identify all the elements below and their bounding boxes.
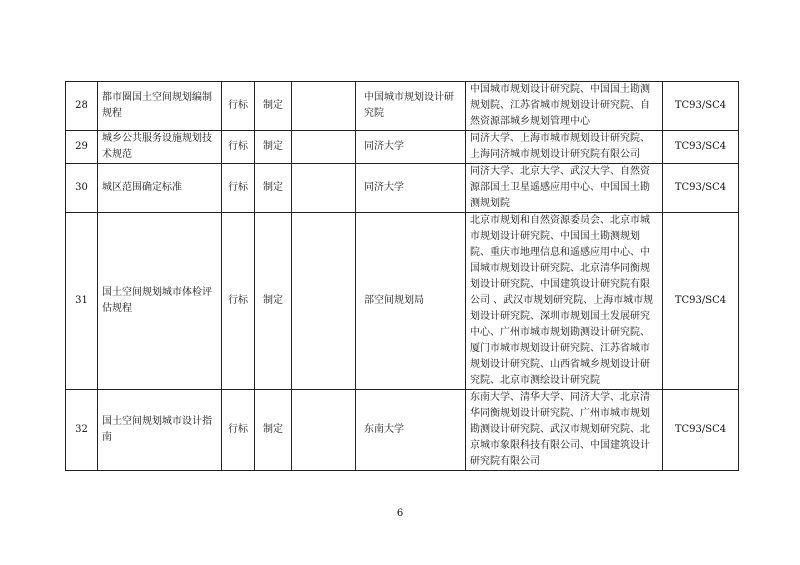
standard-name: 城乡公共服务设施规划技术规范 bbox=[98, 131, 222, 164]
committee-code: TC93/SC4 bbox=[663, 390, 739, 471]
lead-unit: 同济大学 bbox=[356, 131, 466, 164]
participating-units: 东南大学、清华大学、同济大学、北京清华同衡规划设计研究院、广州市城市规划勘测设计研究院、武汉市规划研究院、北京城市象限科技有限公司、中国建筑设计研究院有限公司 bbox=[466, 390, 663, 471]
standard-name: 都市圈国土空间规划编制规程 bbox=[98, 82, 222, 131]
row-number: 28 bbox=[66, 82, 98, 131]
table-row bbox=[66, 390, 739, 471]
standard-level: 行标 bbox=[222, 131, 255, 164]
empty-cell bbox=[292, 164, 356, 213]
lead-unit: 中国城市规划设计研究院 bbox=[356, 82, 466, 131]
row-number: 29 bbox=[66, 131, 98, 164]
page-number: 6 bbox=[396, 508, 404, 519]
committee-code: TC93/SC4 bbox=[663, 82, 739, 131]
committee-code: TC93/SC4 bbox=[663, 131, 739, 164]
lead-unit: 同济大学 bbox=[356, 164, 466, 213]
standard-level: 行标 bbox=[222, 213, 255, 390]
empty-cell bbox=[292, 213, 356, 390]
empty-cell bbox=[292, 82, 356, 131]
participating-units: 北京市规划和自然资源委员会、北京市城市规划设计研究院、中国国土勘测规划院、重庆市地理信息和遥感应用中心、中国城市规划设计研究院、北京清华同衡规划设计研究院、中国建筑设计研究院有限公司 、武汉市规划研究院、上海市城市规划设计研究院、深圳市规划国土发展研究中心、广州市城市规划勘测设计研究院、厦门市城市规划设计研究院、江苏省城市规划设计研究院、山西省城乡规划设计研究院、北京市测绘设计研究院 bbox=[466, 213, 663, 390]
empty-cell bbox=[292, 131, 356, 164]
lead-unit: 部空间规划局 bbox=[356, 213, 466, 390]
table-row bbox=[66, 213, 739, 390]
project-type: 制定 bbox=[255, 131, 292, 164]
row-number: 30 bbox=[66, 164, 98, 213]
table-row bbox=[66, 164, 739, 213]
table-row bbox=[66, 131, 739, 164]
row-number: 32 bbox=[66, 390, 98, 471]
project-type: 制定 bbox=[255, 213, 292, 390]
standard-level: 行标 bbox=[222, 82, 255, 131]
participating-units: 中国城市规划设计研究院、中国国土勘测规划院、江苏省城市规划设计研究院、自然资源部城乡规划管理中心 bbox=[466, 82, 663, 131]
standard-name: 国土空间规划城市设计指南 bbox=[98, 390, 222, 471]
standard-name: 国土空间规划城市体检评估规程 bbox=[98, 213, 222, 390]
lead-unit: 东南大学 bbox=[356, 390, 466, 471]
participating-units: 同济大学、上海市城市规划设计研究院、上海同济城市规划设计研究院有限公司 bbox=[466, 131, 663, 164]
empty-cell bbox=[292, 390, 356, 471]
committee-code: TC93/SC4 bbox=[663, 164, 739, 213]
project-type: 制定 bbox=[255, 82, 292, 131]
row-number: 31 bbox=[66, 213, 98, 390]
standard-level: 行标 bbox=[222, 390, 255, 471]
committee-code: TC93/SC4 bbox=[663, 213, 739, 390]
table-row bbox=[66, 82, 739, 131]
project-type: 制定 bbox=[255, 390, 292, 471]
standard-name: 城区范围确定标准 bbox=[98, 164, 222, 213]
participating-units: 同济大学、北京大学、武汉大学、自然资源部国土卫星遥感应用中心、中国国土勘测规划院 bbox=[466, 164, 663, 213]
project-type: 制定 bbox=[255, 164, 292, 213]
standard-level: 行标 bbox=[222, 164, 255, 213]
standards-table bbox=[65, 81, 739, 471]
